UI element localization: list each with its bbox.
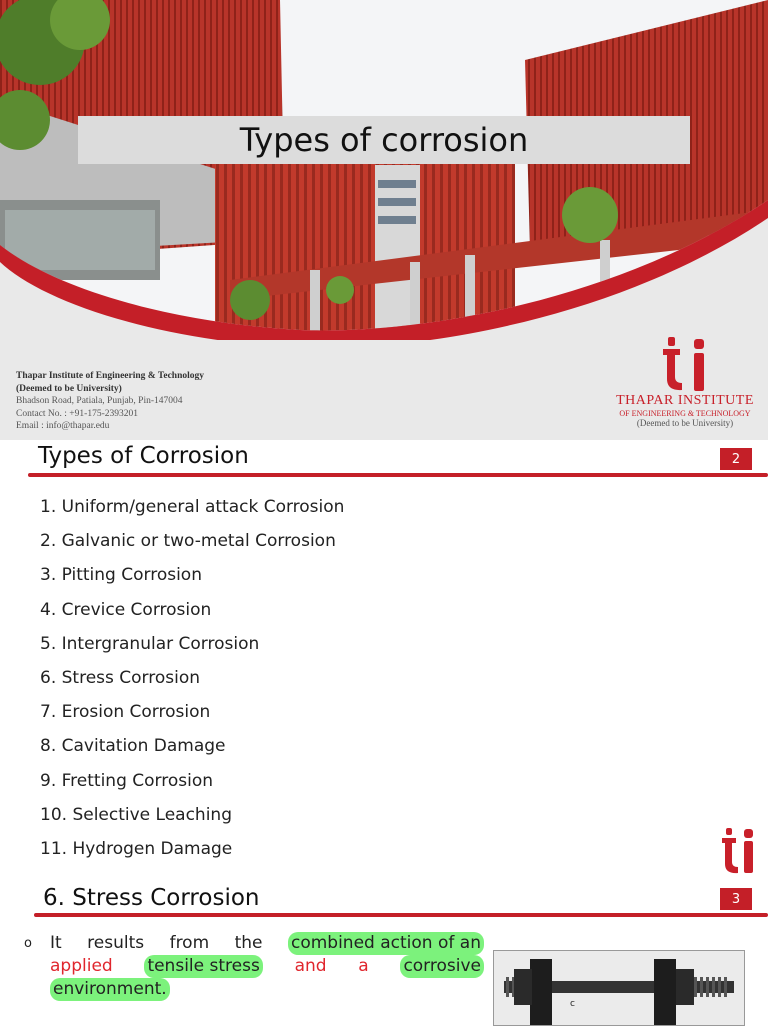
list-item: 2. Galvanic or two-metal Corrosion — [40, 531, 336, 552]
word: of — [437, 933, 455, 953]
heading-underline — [28, 473, 768, 477]
word: environment. — [53, 979, 167, 999]
bullet-marker: o — [24, 936, 32, 951]
word: It — [50, 933, 62, 953]
highlighted-phrase — [400, 955, 484, 978]
list-item: 3. Pitting Corrosion — [40, 565, 202, 586]
list-item: 10. Selective Leaching — [40, 804, 232, 825]
list-item: 9. Fretting Corrosion — [40, 770, 213, 791]
page-number-badge: 2 — [720, 448, 752, 470]
slide-heading: 6. Stress Corrosion — [43, 885, 260, 911]
word: tensile — [147, 956, 205, 976]
word: an — [459, 933, 481, 953]
title-banner — [78, 116, 690, 164]
highlighted-phrase — [144, 955, 262, 978]
page-number-badge: 3 — [720, 888, 752, 910]
thapar-logo — [610, 335, 760, 435]
specimen-label: c — [570, 999, 575, 1009]
text-line — [50, 978, 484, 1001]
bolt-specimen-drawing — [494, 951, 744, 1025]
ti-logo-icon — [718, 826, 758, 876]
word: applied — [50, 956, 113, 976]
institute-status: (Deemed to be University) — [16, 383, 122, 394]
word: and — [294, 956, 327, 976]
list-item: 8. Cavitation Damage — [40, 736, 226, 757]
logo-line-2: OF ENGINEERING & TECHNOLOGY — [619, 409, 751, 418]
word: a — [358, 956, 369, 976]
institute-info — [16, 370, 204, 433]
stress-corrosion-slide — [0, 876, 768, 1024]
logo-line-3: (Deemed to be University) — [636, 418, 734, 428]
list-item: 11. Hydrogen Damage — [40, 838, 233, 859]
highlighted-phrase — [50, 978, 170, 1001]
highlighted-phrase — [288, 932, 484, 955]
campus-building-photo — [0, 0, 768, 340]
institute-address: Bhadson Road, Patiala, Punjab, Pin-147004 — [16, 396, 183, 406]
definition-text — [50, 932, 484, 1001]
text-line — [50, 932, 484, 955]
slide-heading: Types of Corrosion — [38, 443, 249, 469]
institute-contact: Contact No. : +91-175-2393201 — [16, 408, 138, 419]
heading-underline — [34, 913, 768, 917]
list-item: 6. Stress Corrosion — [40, 667, 201, 688]
slide-title: Types of corrosion — [239, 121, 529, 159]
list-item: 5. Intergranular Corrosion — [40, 633, 260, 654]
types-of-corrosion-slide — [0, 440, 768, 876]
institute-name: Thapar Institute of Engineering & Technology — [16, 371, 205, 381]
word: combined — [290, 933, 375, 953]
list-item: 7. Erosion Corrosion — [40, 702, 211, 723]
list-item: 1. Uniform/general attack Corrosion — [40, 497, 345, 517]
word: the — [234, 933, 263, 953]
list-item: 4. Crevice Corrosion — [40, 599, 212, 620]
word: action — [380, 933, 433, 953]
word: corrosive — [403, 956, 481, 976]
logo-line-1: THAPAR INSTITUTE — [616, 393, 754, 408]
bolt-specimen-image — [493, 950, 745, 1026]
title-slide — [0, 0, 768, 440]
ti-logo-icon — [610, 335, 760, 393]
corrosion-types-list — [40, 494, 344, 870]
word: results — [87, 933, 145, 953]
institute-email: Email : info@thapar.edu — [16, 421, 110, 431]
word: stress — [209, 956, 260, 976]
word: from — [169, 933, 210, 953]
text-line — [50, 955, 484, 978]
